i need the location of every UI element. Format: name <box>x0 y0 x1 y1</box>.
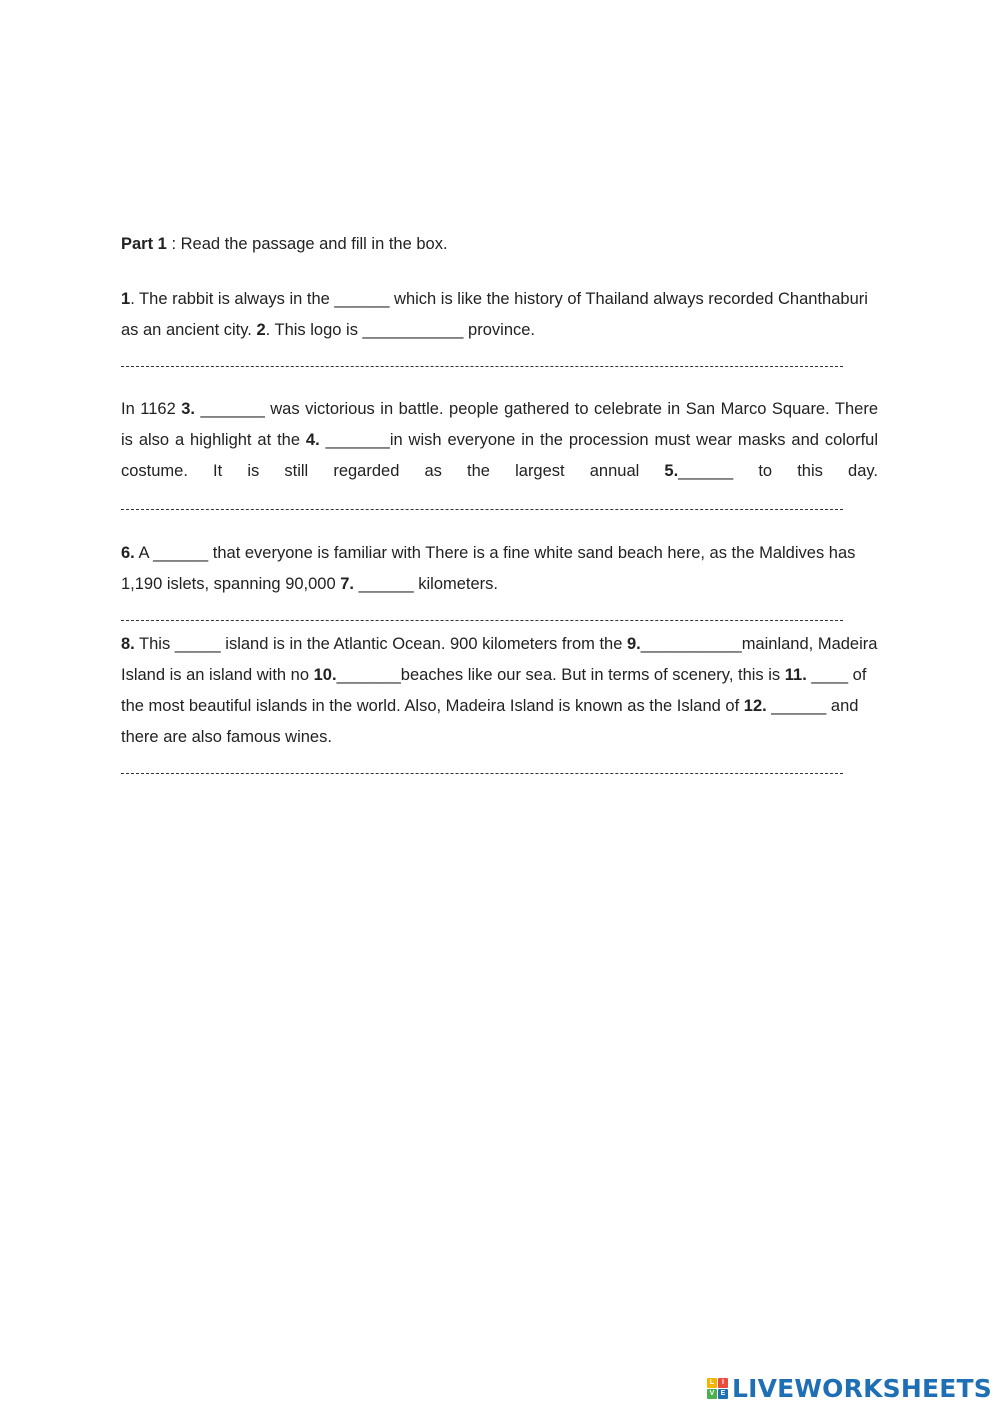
dashed-divider <box>121 366 843 367</box>
part-heading <box>121 230 878 258</box>
passage-1-text-b: . This logo is ___________ province. <box>265 321 536 339</box>
passage-2-text-d: ______ to this day. <box>678 462 878 480</box>
logo-block-e: E <box>718 1389 728 1399</box>
logo-block-v: V <box>707 1389 717 1399</box>
passage-4-text-b: ___________mainland, Madeira Island is an island with no <box>121 635 878 684</box>
passage-2-text-b: _______ was victorious in battle. people gathered to celebrate in San Marco Square. There is also a highlight at the <box>121 400 878 449</box>
liveworksheets-logo <box>707 1374 992 1403</box>
question-number-9: 9. <box>626 635 641 653</box>
passage-4-text-c: _______beaches like our sea. But in terms of scenery, this is <box>336 666 785 684</box>
passage-3-text-a: A ______ that everyone is familiar with There is a fine white sand beach here, as the Maldives has 1,190 islets, spanning 90,000 <box>121 544 856 593</box>
passage-1 <box>121 284 878 346</box>
logo-blocks-icon <box>707 1378 728 1399</box>
worksheet-content <box>121 230 878 774</box>
part-label: Part 1 <box>121 235 167 253</box>
passage-2-text-c: _______in wish everyone in the procession must wear masks and colorful costume. It is still regarded as the largest annual <box>121 431 879 480</box>
passage-4 <box>121 629 878 753</box>
question-number-5: 5. <box>664 462 679 480</box>
dashed-divider <box>121 620 843 621</box>
passage-1-text-a: . The rabbit is always in the ______ which is like the history of Thailand always recorded Chanthaburi as an ancient city. <box>121 290 868 339</box>
passage-2-text-a: In 1162 <box>121 400 182 418</box>
passage-4-text-d: ____ of the most beautiful islands in the world. Also, Madeira Island is known as the Island of <box>121 666 867 715</box>
question-number-10: 10. <box>313 666 337 684</box>
logo-block-i: I <box>718 1378 728 1388</box>
question-number-3: 3. <box>181 400 196 418</box>
passage-4-text-e: ______ and there are also famous wines. <box>121 697 859 746</box>
question-number-8: 8. <box>121 635 135 653</box>
question-number-7: 7. <box>340 575 355 593</box>
question-number-6: 6. <box>121 544 135 562</box>
dashed-divider <box>121 773 843 774</box>
dashed-divider <box>121 509 843 510</box>
logo-text: LIVEWORKSHEETS <box>731 1374 992 1403</box>
passage-3 <box>121 538 878 600</box>
passage-2 <box>121 394 878 487</box>
question-number-1: 1 <box>121 290 131 308</box>
logo-block-l: L <box>707 1378 717 1388</box>
question-number-4: 4. <box>305 431 320 449</box>
question-number-2: 2 <box>256 321 266 339</box>
question-number-11: 11. <box>784 666 807 684</box>
passage-4-text-a: This _____ island is in the Atlantic Ocean. 900 kilometers from the <box>134 635 627 653</box>
part-instruction: : Read the passage and fill in the box. <box>166 235 448 253</box>
question-number-12: 12. <box>743 697 767 715</box>
passage-3-text-b: ______ kilometers. <box>354 575 499 593</box>
